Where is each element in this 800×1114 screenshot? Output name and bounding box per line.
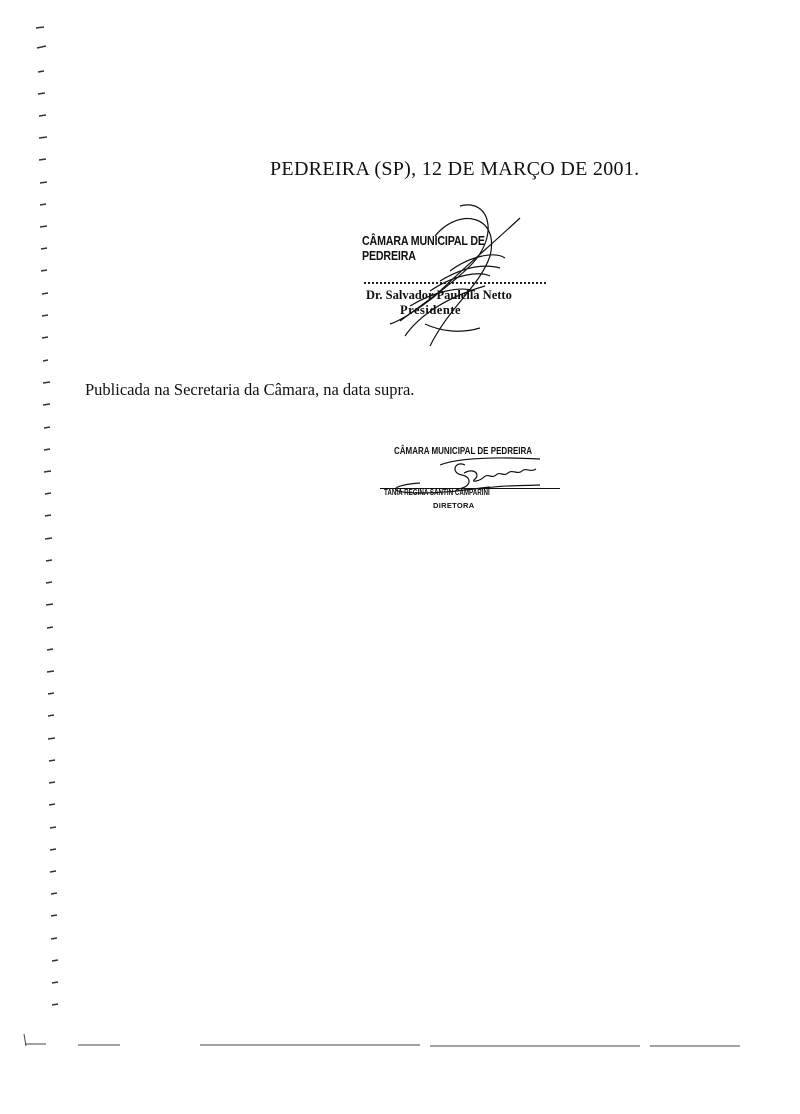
director-signature-stamp xyxy=(380,445,570,525)
publication-note: Publicada na Secretaria da Câmara, na data supra. xyxy=(85,380,415,399)
handwritten-signature xyxy=(340,196,580,356)
stamp-title: CÂMARA MUNICIPAL DE PEDREIRA xyxy=(362,233,485,263)
stamp2-signer-name: TANIA REGINA SANTIN CAMPARINI xyxy=(384,488,490,497)
signer-role: Presidente xyxy=(400,303,462,317)
place-date-line: PEDREIRA (SP), 12 DE MARÇO DE 2001. xyxy=(270,158,640,180)
signer-name: Dr. Salvador Paulella Netto xyxy=(366,288,512,302)
handwritten-signature-2 xyxy=(380,445,570,525)
stamp2-title: CÂMARA MUNICIPAL DE PEDREIRA xyxy=(394,446,533,457)
stamp2-signer-role: DIRETORA xyxy=(433,501,475,510)
president-signature-stamp xyxy=(340,196,580,356)
